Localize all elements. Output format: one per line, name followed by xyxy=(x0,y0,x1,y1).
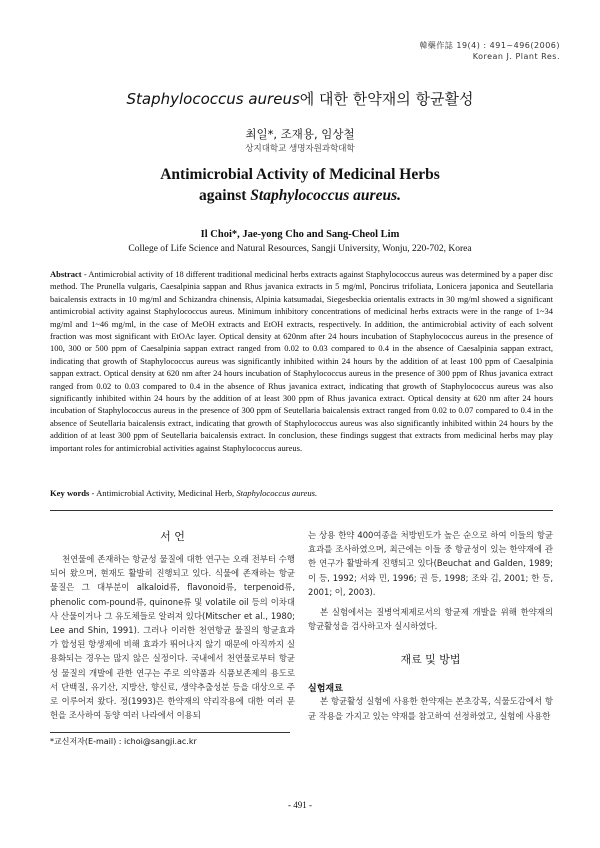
materials-subheading: 실험재료 xyxy=(308,684,343,695)
abstract-text: - Antimicrobial activity of 18 different traditional medicinal herbs extracts against Staphylococcus aureus was determined by a paper disc method. The Prunella vulgaris, Caesalpinia sappan and Rhus javanica extracts in 5 mg/ml, Poncirus trifoliata, Lonicera japonica and Seutellaria baicalensis extracts in 10 mg/ml and Schizandra chinensis, Alpinia katsumadai, Siegesbeckia orientalis extracts in 30 mg/ml showed a significant antimicrobial activity against Staphylococcus aureus. Minimum inhibitory concentrations of medicinal herbs extracts were in the range of 1~34 mg/ml and 1~46 mg/ml, in the case of MeOH extracts and EtOH extracts, respectively. In addition, the antimicrobial activity of each solvent fraction was most significant with EtOAc layer. Optical density at 620nm after 24 hours incubation of Staphylococcus aureus in the presence of 100, 300 or 500 ppm of Caesalpinia sappan extract ranged from 0.02 to 0.03 compared to 0.4 in the absence of Caesalpinia sappan extract, indicating that growth of Staphylococcus aureus was significantly inhibited within 24 hours by the addition of at least 100 ppm of Caesalpinia sappan extract. Optical density at 620 nm after 24 hours incubation of Staphylococcus aureus in the presence of 300 ppm of Rhus javanica extract ranged from 0.02 to 0.03 compared to 0.4 in the absence of Rhus javanica extract, indicating that growth of Staphylococcus aureus was also significantly inhibited within 24 hours by the addition of at least 300 ppm of Rhus javanica extract. Optical density at 620 nm after 24 hours incubation of Staphylococcus aureus in the presence of 300 ppm of Seutellaria baicalensis extract ranged from 0.02 to 0.07 compared to 0.4 in the absence of Seutellaria baicalensis extract, indicating that growth of Staphylococcus aureus was also significantly inhibited within 24 hours by the addition of at least 300 ppm of Seutellaria baicalensis extract. In conclusion, these findings suggest that extracts from medicinal herbs may play important roles for antimicrobial activities against Staphylococcus aureus. xyxy=(50,269,553,453)
right-column xyxy=(308,528,553,723)
english-affiliation: College of Life Science and Natural Resources, Sangji University, Wonju, 220-702, Korea xyxy=(128,244,472,254)
methods-heading: 재료 및 방법 xyxy=(400,653,461,667)
english-authors: Il Choi*, Jae-yong Cho and Sang-Cheol Lim xyxy=(200,229,400,240)
left-column xyxy=(50,528,295,722)
korean-affiliation: 상지대학교 생명자원과학대학 xyxy=(245,144,355,154)
intro-paragraph-2: 본 실험에서는 질병억제제로서의 항균제 개발을 위해 한약재의 항균활성을 검사하고자 실시하였다. xyxy=(308,607,553,632)
korean-title-rest: 에 대한 한약재의 항균활성 xyxy=(299,90,474,108)
corresponding-author-footnote: *교신저자(E-mail) : ichoi@sangji.ac.kr xyxy=(50,737,197,746)
english-title-species: Staphylococcus aureus. xyxy=(250,187,401,204)
materials-paragraph: 본 항균활성 실험에 사용한 한약재는 본초강목, 식물도감에서 항균 작용을 가지고 있는 약재를 참고하여 선정하였고, 실험에 사용한 xyxy=(308,696,553,721)
journal-line-1: 韓藥作誌 19(4) : 491~496(2006) xyxy=(419,41,560,50)
journal-citation xyxy=(419,40,560,62)
footnote-divider xyxy=(50,732,290,733)
english-title-line-1: Antimicrobial Activity of Medicinal Herbs xyxy=(160,166,440,183)
keywords-species: Staphylococcus aureus. xyxy=(236,488,318,498)
materials-body xyxy=(308,694,553,722)
right-body xyxy=(308,528,553,633)
korean-title-species: Staphylococcus aureus xyxy=(126,90,300,108)
keywords-text: - Antimicrobial Activity, Medicinal Herb, xyxy=(89,488,237,498)
english-title-prefix: against xyxy=(199,187,251,204)
page-number: - 491 - xyxy=(288,800,312,810)
english-title xyxy=(0,164,600,206)
keywords-label: Key words xyxy=(50,488,90,498)
intro-paragraph-1: 천연물에 존재하는 항균성 물질에 대한 연구는 오래 전부터 수행되어 왔으며, 현재도 활발히 진행되고 있다. 식물에 존재하는 항균물질은 그 대부분이 alkaloid류, flavonoid류, terpenoid류, phenolic com-pound류, quinone류 및 volatile oil 등의 이차대사 산물이거나 그 유도체들로 알려져 있다(Mitscher et al., 1980; Lee and Shin, 1991). 그러나 이러한 천연항균 물질의 항균효과가 합성된 항생제에 비해 효과가 뛰어나지 않기 때문에 아직까지 실용화되는 경우는 많지 않은 실정이다. 국내에서 천연물로부터 항균성 물질의 개발에 관한 연구는 주로 의약품과 식품보존제의 용도로서 단백질, 유기산, 지방산, 향신료, 생약추출성분 등을 대상으로 주로 이루어져 왔다. 정(1993)은 한약재의 약리작용에 대한 여러 문헌을 조사하여 동양 여러 나라에서 이용되 xyxy=(50,554,295,721)
keywords xyxy=(50,488,553,498)
korean-authors: 최일*, 조재용, 임상철 xyxy=(245,127,355,141)
abstract-label: Abstract xyxy=(50,269,82,279)
abstract xyxy=(50,268,553,454)
intro-heading: 서 언 xyxy=(160,530,185,543)
journal-line-2: Korean J. Plant Res. xyxy=(472,52,560,61)
intro-paragraph-continued: 는 상용 한약 400여종을 처방빈도가 높은 순으로 하여 이들의 항균효과를 조사하였으며, 최근에는 이들 중 항균성이 있는 한약재에 관한 연구가 활발하게 진행되고 있다(Beuchat and Galden, 1989; 이 등, 1992; 서와 민, 1996; 권 등, 1998; 조와 김, 2001; 한 등, 2001; 이, 2003). xyxy=(308,530,553,597)
korean-title xyxy=(0,88,600,109)
english-title-line-2 xyxy=(0,185,600,206)
section-divider xyxy=(50,510,553,511)
intro-body xyxy=(50,552,295,722)
